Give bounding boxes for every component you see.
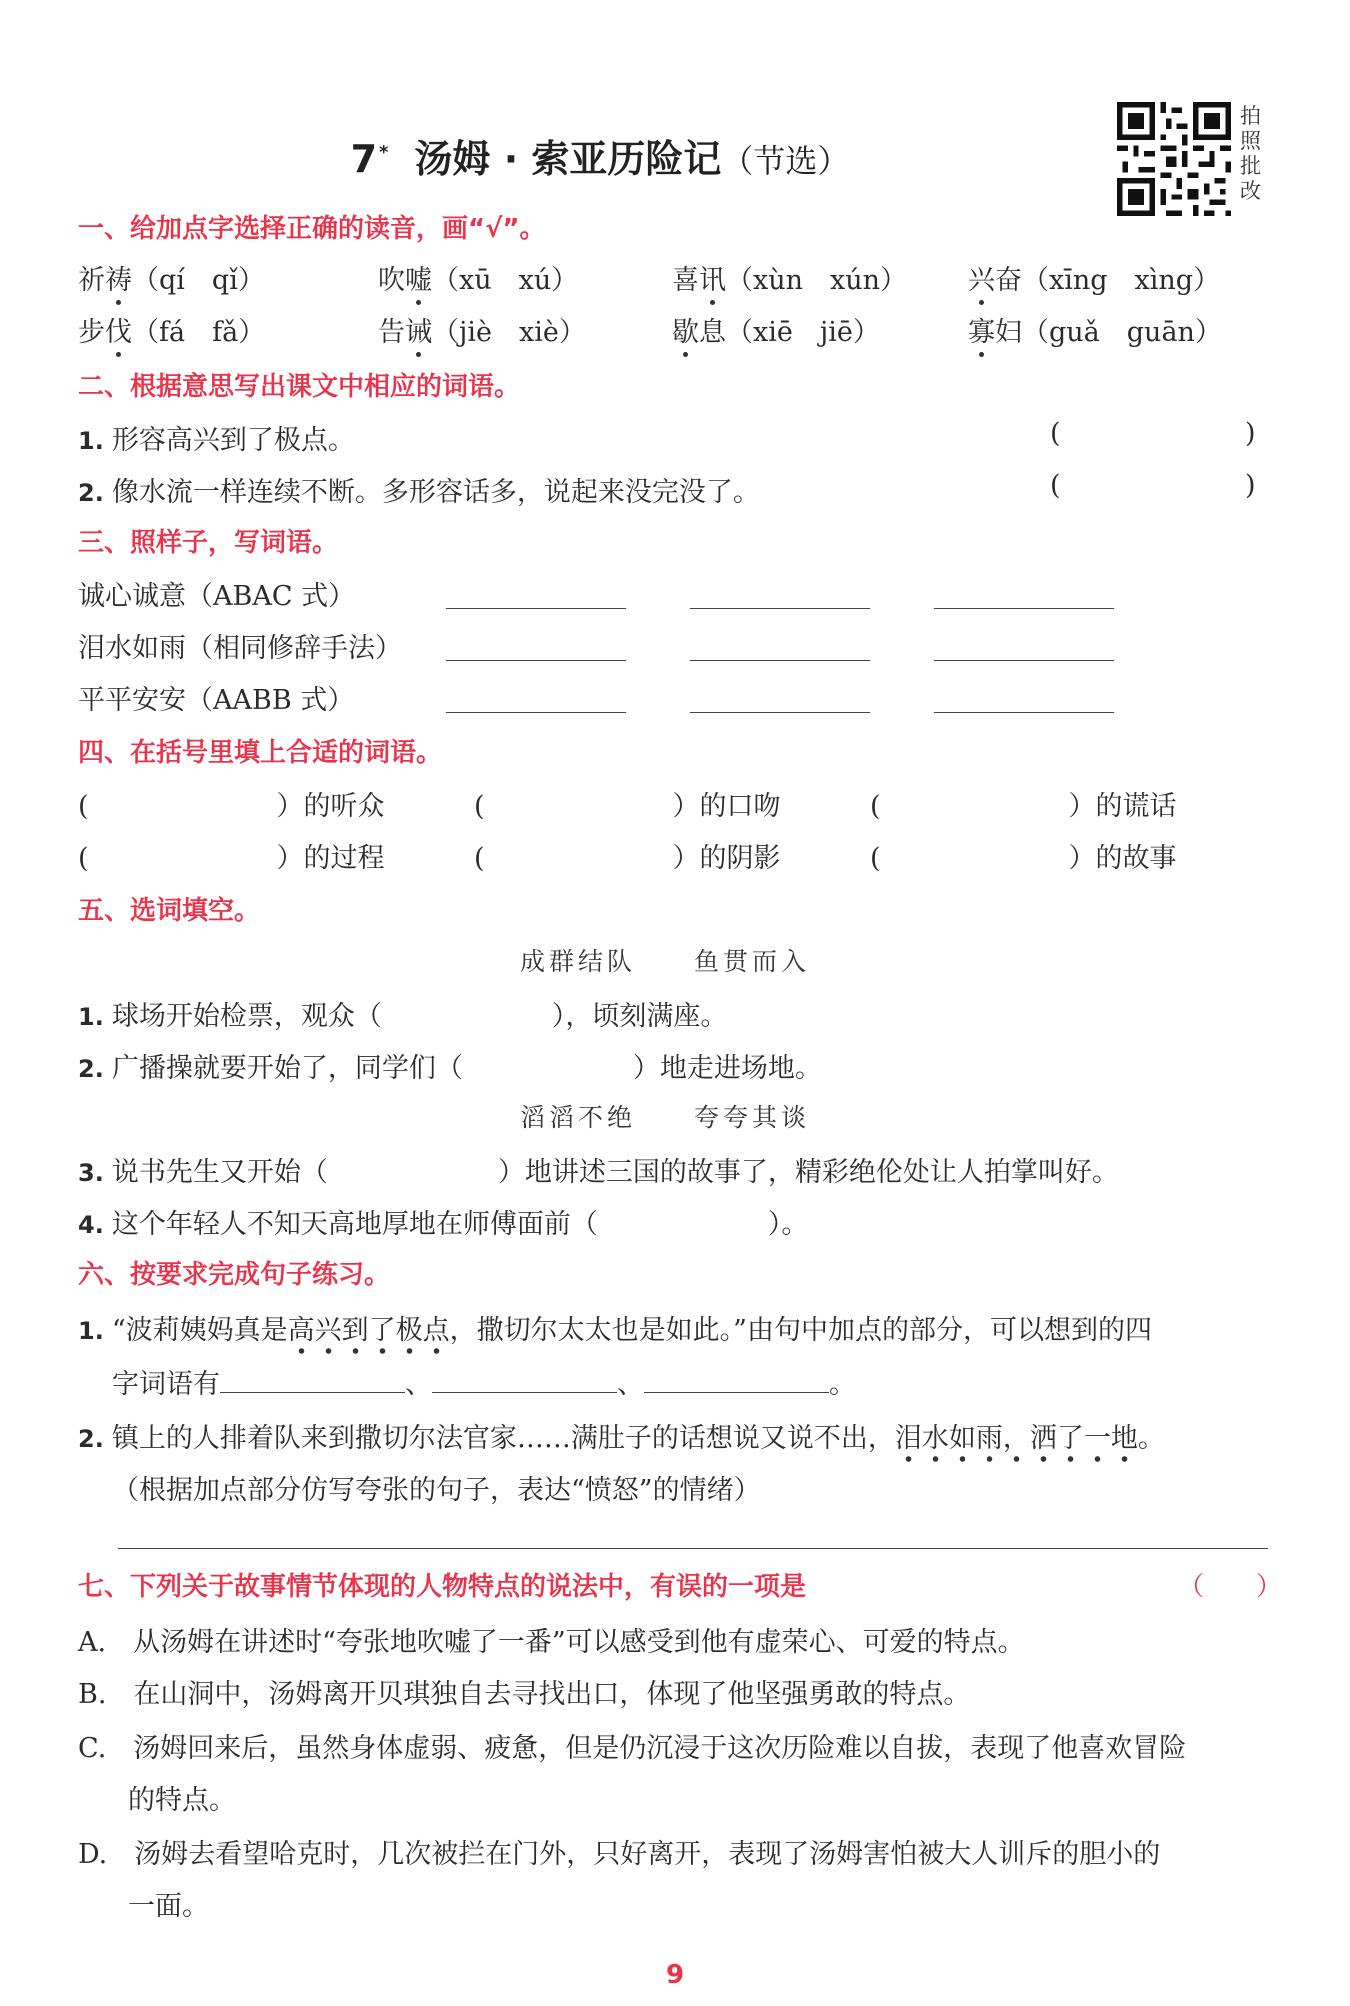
question-6-2-note: （根据加点部分仿写夸张的句子，表达“愤怒”的情绪） bbox=[112, 1475, 761, 1506]
question-2-1: 1. 形容高兴到了极点。 bbox=[78, 425, 355, 456]
answer-line[interactable] bbox=[446, 608, 626, 609]
lesson-star: * bbox=[379, 142, 389, 164]
question-5-1[interactable]: 1. 球场开始检票，观众（ ），顷刻满座。 bbox=[78, 1001, 728, 1032]
option-b[interactable]: B. 在山洞中，汤姆离开贝琪独自去寻找出口，体现了他坚强勇敢的特点。 bbox=[78, 1679, 971, 1710]
question-6-2: 2. 镇上的人排着队来到撒切尔法官家……满肚子的话想说又说不出，泪水如雨，洒了一地。 bbox=[78, 1416, 1165, 1455]
pinyin-item[interactable]: 步伐（fá fǎ） bbox=[78, 310, 265, 349]
section-4-title: 四、在括号里填上合适的词语。 bbox=[78, 738, 443, 768]
section-3-title: 三、照样子，写词语。 bbox=[78, 528, 339, 558]
answer-line[interactable] bbox=[690, 608, 870, 609]
word-choices: 滔滔不绝 夸夸其谈 bbox=[520, 1103, 811, 1132]
answer-line[interactable] bbox=[934, 660, 1114, 661]
pattern-example: 平平安安（AABB 式） bbox=[78, 685, 355, 716]
option-c-cont: 的特点。 bbox=[128, 1785, 236, 1816]
section-7-title: 七、下列关于故事情节体现的人物特点的说法中，有误的一项是 bbox=[78, 1572, 807, 1602]
question-6-1-answers[interactable]: 字词语有 、 、 。 bbox=[112, 1369, 856, 1400]
section-5-title: 五、选词填空。 bbox=[78, 896, 261, 926]
question-2-2: 2. 像水流一样连续不断。多形容话多，说起来没完没了。 bbox=[78, 477, 760, 508]
pinyin-item[interactable]: 寡妇（guǎ guān） bbox=[968, 310, 1222, 349]
lesson-title bbox=[0, 128, 1200, 183]
answer-line[interactable] bbox=[446, 660, 626, 661]
pattern-example: 诚心诚意（ABAC 式） bbox=[78, 581, 356, 612]
word-choices: 成群结队 鱼贯而入 bbox=[520, 947, 811, 976]
section-1-title: 一、给加点字选择正确的读音，画“√”。 bbox=[78, 214, 546, 244]
fill-item[interactable]: ( ）的听众 bbox=[78, 791, 385, 822]
qr-label-char: 改 bbox=[1240, 179, 1261, 203]
lesson-number: 7 bbox=[350, 137, 378, 181]
option-d[interactable]: D. 汤姆去看望哈克时，几次被拦在门外，只好离开，表现了汤姆害怕被大人训斥的胆小的 bbox=[78, 1839, 1161, 1870]
section-6-title: 六、按要求完成句子练习。 bbox=[78, 1260, 391, 1290]
qr-code-icon[interactable] bbox=[1117, 102, 1231, 216]
answer-line[interactable] bbox=[446, 712, 626, 713]
pinyin-item[interactable]: 喜讯（xùn xún） bbox=[672, 258, 907, 297]
qr-label-char: 批 bbox=[1240, 154, 1261, 178]
qr-label bbox=[1240, 104, 1266, 204]
dotted-phrase: 高兴到了极点 bbox=[288, 1315, 450, 1355]
fill-item[interactable]: ( ）的阴影 bbox=[474, 843, 781, 874]
answer-line[interactable] bbox=[690, 660, 870, 661]
pinyin-item[interactable]: 歇息（xiē jiē） bbox=[672, 310, 880, 349]
question-5-2[interactable]: 2. 广播操就要开始了，同学们（ ）地走进场地。 bbox=[78, 1053, 822, 1084]
qr-label-char: 照 bbox=[1240, 129, 1261, 153]
pinyin-item[interactable]: 兴奋（xīng xìng） bbox=[968, 258, 1220, 297]
pinyin-item[interactable]: 告诫（jiè xiè） bbox=[378, 310, 586, 349]
dotted-phrase: 泪水如雨，洒了一地 bbox=[895, 1423, 1138, 1463]
page-number: 9 bbox=[665, 1960, 685, 1990]
option-a[interactable]: A. 从汤姆在讲述时“夸张地吹嘘了一番”可以感受到他有虚荣心、可爱的特点。 bbox=[78, 1627, 1025, 1658]
fill-item[interactable]: ( ）的故事 bbox=[870, 843, 1177, 874]
pinyin-item[interactable]: 祈祷（qí qǐ） bbox=[78, 258, 265, 297]
pattern-example: 泪水如雨（相同修辞手法） bbox=[78, 633, 402, 664]
answer-paren-left[interactable]: ( bbox=[1050, 418, 1061, 449]
qr-label-char: 拍 bbox=[1240, 104, 1261, 128]
question-6-1: 1. “波莉姨妈真是高兴到了极点，撒切尔太太也是如此。”由句中加点的部分，可以想到的四 bbox=[78, 1308, 1152, 1347]
answer-line[interactable] bbox=[690, 712, 870, 713]
question-5-4[interactable]: 4. 这个年轻人不知天高地厚地在师傅面前（ ）。 bbox=[78, 1209, 809, 1240]
fill-item[interactable]: ( ）的过程 bbox=[78, 843, 385, 874]
section-2-title: 二、根据意思写出课文中相应的词语。 bbox=[78, 372, 521, 402]
answer-paren-left[interactable]: ( bbox=[1050, 470, 1061, 501]
answer-line[interactable] bbox=[934, 608, 1114, 609]
fill-item[interactable]: ( ）的口吻 bbox=[474, 791, 781, 822]
lesson-title-text: 汤姆 · 索亚历险记 bbox=[414, 137, 722, 181]
answer-paren-right: ) bbox=[1245, 470, 1256, 501]
lesson-subtitle: （节选） bbox=[721, 142, 850, 180]
answer-paren-right: ) bbox=[1245, 418, 1256, 449]
fill-item[interactable]: ( ）的谎话 bbox=[870, 791, 1177, 822]
answer-paren[interactable]: （ ） bbox=[1178, 1572, 1283, 1602]
answer-line[interactable] bbox=[118, 1548, 1268, 1549]
answer-line[interactable] bbox=[934, 712, 1114, 713]
question-5-3[interactable]: 3. 说书先生又开始（ ）地讲述三国的故事了，精彩绝伦处让人拍掌叫好。 bbox=[78, 1157, 1119, 1188]
option-d-cont: 一面。 bbox=[128, 1891, 209, 1922]
pinyin-item[interactable]: 吹嘘（xū xú） bbox=[378, 258, 578, 297]
option-c[interactable]: C. 汤姆回来后，虽然身体虚弱、疲惫，但是仍沉浸于这次历险难以自拔，表现了他喜欢冒险 bbox=[78, 1733, 1187, 1764]
